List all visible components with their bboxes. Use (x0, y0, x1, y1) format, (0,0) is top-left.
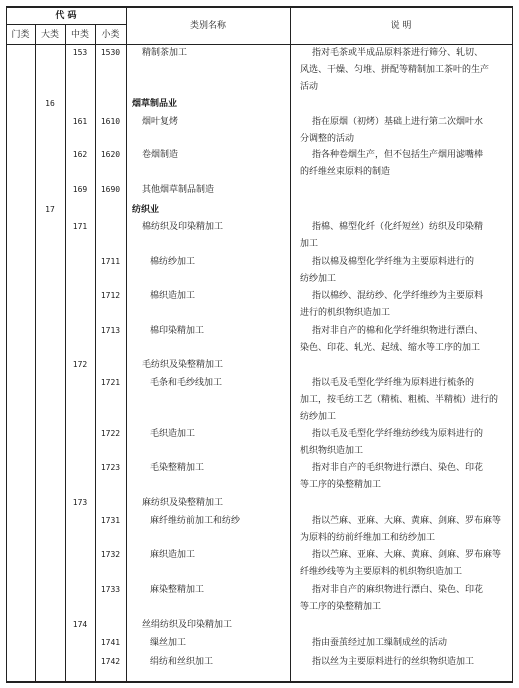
zhonglei-code: 169 (72, 185, 88, 194)
category-name: 绢纺和丝织加工 (150, 657, 214, 667)
zhonglei-code: 171 (72, 222, 88, 231)
category-name: 棉织造加工 (150, 291, 196, 301)
category-name: 棉纺纱加工 (150, 257, 196, 267)
category-name: 毛织造加工 (150, 429, 196, 439)
table-right-border (512, 6, 513, 683)
description-line: 活动 (300, 82, 319, 92)
description-line: 等工序的染整精加工 (300, 602, 382, 612)
table-bottom-border (6, 681, 513, 683)
zhonglei-code: 174 (72, 620, 88, 629)
code-subheader-line (6, 24, 126, 25)
description-line: 指以棉纱、混纺纱、化学纤维纱为主要原料 (312, 291, 484, 301)
zhonglei-code: 161 (72, 117, 88, 126)
category-name: 毛条和毛纱线加工 (150, 378, 223, 388)
category-name: 精制茶加工 (142, 48, 188, 58)
category-name: 毛染整精加工 (150, 463, 205, 473)
xiaolei-code: 1731 (100, 516, 121, 525)
description-line: 风选、干燥、匀堆、拼配等精制加工茶叶的生产 (300, 65, 490, 75)
header-xiaolei: 小类 (101, 30, 120, 40)
category-name: 卷烟制造 (142, 150, 179, 160)
description-line: 指在原烟（初烤）基础上进行第二次烟叶水 (312, 117, 484, 127)
xiaolei-code: 1690 (100, 185, 121, 194)
xiaolei-code: 1741 (100, 638, 121, 647)
description-line: 纺纱加工 (300, 412, 337, 422)
description-line: 指对毛茶或半成品原料茶进行筛分、轧切、 (312, 48, 484, 58)
description-line: 指由蚕茧经过加工缫制成丝的活动 (312, 638, 448, 648)
category-name: 毛纺织及染整精加工 (142, 360, 224, 370)
description-line: 纺纱加工 (300, 274, 337, 284)
description-line: 机织物织造加工 (300, 446, 364, 456)
description-line: 指对非自产的毛织物进行漂白、染色、印花 (312, 463, 484, 473)
xiaolei-code: 1712 (100, 291, 121, 300)
category-name: 烟叶复烤 (142, 117, 179, 127)
dalei-code: 16 (45, 99, 55, 108)
description-line: 指以毛及毛型化学纤维纺纱线为原料进行的 (312, 429, 484, 439)
xiaolei-code: 1713 (100, 326, 121, 335)
xiaolei-code: 1711 (100, 257, 121, 266)
header-dalei: 大类 (40, 30, 59, 40)
description-line: 分调整的活动 (300, 134, 355, 144)
header-description: 说 明 (390, 21, 412, 31)
category-name: 麻纤维纺前加工和纺纱 (150, 516, 241, 526)
header-code: 代 码 (55, 11, 77, 21)
col-divider-5 (290, 6, 291, 683)
description-line: 指各种卷烟生产，但不包括生产烟用滤嘴棒 (312, 150, 484, 160)
xiaolei-code: 1742 (100, 657, 121, 666)
category-name: 缫丝加工 (150, 638, 187, 648)
xiaolei-code: 1530 (100, 48, 121, 57)
zhonglei-code: 153 (72, 48, 88, 57)
description-line: 指对非自产的棉和化学纤维织物进行漂白、 (312, 326, 484, 336)
xiaolei-code: 1732 (100, 550, 121, 559)
xiaolei-code: 1721 (100, 378, 121, 387)
table-left-border (6, 6, 7, 683)
description-line: 指以毛及毛型化学纤维为原料进行梳条的 (312, 378, 475, 388)
header-zhonglei: 中类 (70, 30, 89, 40)
category-name: 烟草制品业 (132, 99, 178, 109)
xiaolei-code: 1722 (100, 429, 121, 438)
col-divider-4 (126, 6, 127, 683)
dalei-code: 17 (45, 205, 55, 214)
category-name: 其他烟草制品制造 (142, 185, 215, 195)
col-divider-1 (35, 24, 36, 683)
description-line: 等工序的染整精加工 (300, 480, 382, 490)
zhonglei-code: 162 (72, 150, 88, 159)
description-line: 纤维纱线等为主要原料的机织物织造加工 (300, 567, 463, 577)
category-name: 麻染整精加工 (150, 585, 205, 595)
xiaolei-code: 1620 (100, 150, 121, 159)
category-name: 纺织业 (132, 205, 160, 215)
description-line: 指以丝为主要原料进行的丝织物织造加工 (312, 657, 475, 667)
table-top-border (6, 6, 513, 8)
category-name: 丝绢纺织及印染精加工 (142, 620, 233, 630)
xiaolei-code: 1733 (100, 585, 121, 594)
description-line: 指以棉及棉型化学纤维为主要原料进行的 (312, 257, 475, 267)
description-line: 加工，按毛纺工艺（精梳、粗梳、半精梳）进行的 (300, 395, 499, 405)
header-menlei: 门类 (11, 30, 30, 40)
description-line: 指以苎麻、亚麻、大麻、黄麻、剑麻、罗布麻等 (312, 516, 502, 526)
description-line: 加工 (300, 239, 319, 249)
description-line: 指以苎麻、亚麻、大麻、黄麻、剑麻、罗布麻等 (312, 550, 502, 560)
xiaolei-code: 1723 (100, 463, 121, 472)
category-name: 麻纺织及染整精加工 (142, 498, 224, 508)
description-line: 指对非自产的麻织物进行漂白、染色、印花 (312, 585, 484, 595)
header-category-name: 类别名称 (189, 21, 226, 31)
description-line: 染色、印花、轧光、起绒、缩水等工序的加工 (300, 343, 481, 353)
category-name: 棉纺织及印染精加工 (142, 222, 224, 232)
description-line: 为原料的纺前纤维加工和纺纱加工 (300, 533, 436, 543)
zhonglei-code: 173 (72, 498, 88, 507)
xiaolei-code: 1610 (100, 117, 121, 126)
description-line: 进行的机织物织造加工 (300, 308, 391, 318)
category-name: 棉印染精加工 (150, 326, 205, 336)
description-line: 指棉、棉型化纤（化纤短丝）纺织及印染精 (312, 222, 484, 232)
description-line: 的纤维丝束原料的制造 (300, 167, 391, 177)
zhonglei-code: 172 (72, 360, 88, 369)
category-name: 麻织造加工 (150, 550, 196, 560)
